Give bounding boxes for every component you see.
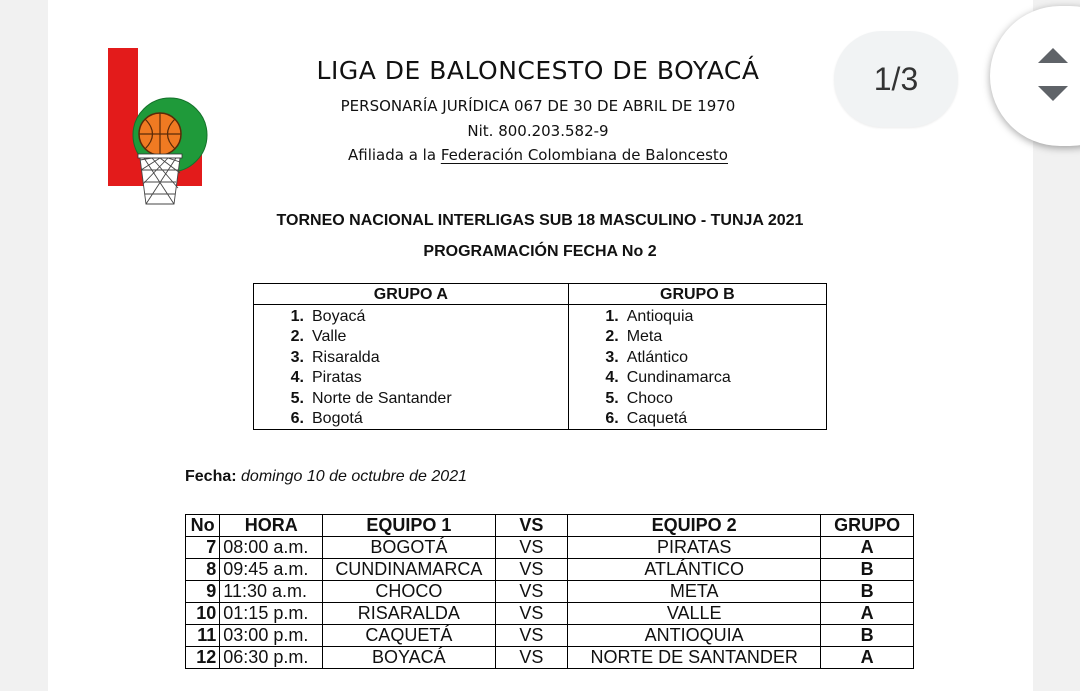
schedule-header-row: [186, 515, 914, 537]
group-b-list: [569, 307, 826, 429]
cell-vs: VS: [495, 537, 568, 559]
team-number: 3.: [290, 348, 304, 366]
affiliation-line: [268, 146, 808, 164]
logo-red-bar: [108, 48, 138, 186]
team-name: Caquetá: [626, 409, 688, 427]
cell-no: 12: [186, 647, 220, 669]
cell-hora: 09:45 a.m.: [220, 559, 323, 581]
cell-grupo: B: [821, 581, 914, 603]
cell-no: 8: [186, 559, 220, 581]
group-a-team: [254, 307, 568, 327]
scroll-down-icon[interactable]: [1038, 86, 1068, 101]
cell-no: 10: [186, 603, 220, 625]
group-a-team: [254, 327, 568, 347]
team-name: Piratas: [312, 369, 362, 387]
team-name: Norte de Santander: [312, 389, 452, 407]
team-name: Choco: [626, 389, 673, 407]
cell-grupo: B: [821, 625, 914, 647]
team-name: Risaralda: [312, 348, 380, 366]
group-b-team: [569, 389, 826, 409]
team-name: Bogotá: [312, 409, 363, 427]
group-b-team: [569, 307, 826, 327]
logo-net: [140, 158, 180, 204]
team-number: 1.: [605, 308, 619, 325]
team-name: Atlántico: [626, 348, 689, 366]
group-b-team: [569, 327, 826, 347]
col-header-grupo: GRUPO: [821, 515, 914, 537]
col-header-vs: VS: [495, 515, 568, 537]
cell-vs: VS: [495, 625, 568, 647]
cell-equipo2: VALLE: [568, 603, 821, 625]
cell-equipo1: RISARALDA: [323, 603, 495, 625]
schedule-table: [185, 514, 914, 669]
col-header-hora: HORA: [220, 515, 323, 537]
cell-vs: VS: [495, 647, 568, 669]
cell-grupo: B: [821, 559, 914, 581]
group-a-list: [254, 307, 568, 429]
federation-name: Federación Colombiana de Baloncesto: [440, 146, 728, 164]
cell-hora: 11:30 a.m.: [220, 581, 323, 603]
group-a-team: [254, 348, 568, 368]
match-date: [185, 468, 467, 486]
group-b-team: [569, 368, 826, 388]
group-a-team: [254, 368, 568, 388]
cell-no: 11: [186, 625, 220, 647]
scroll-up-icon[interactable]: [1038, 48, 1068, 63]
cell-equipo2: ANTIOQUIA: [568, 625, 821, 647]
cell-vs: VS: [495, 581, 568, 603]
group-b-team: [569, 409, 826, 429]
group-b-team: [569, 348, 826, 368]
team-number: 4.: [605, 369, 619, 387]
cell-equipo1: BOGOTÁ: [323, 537, 495, 559]
cell-grupo: A: [821, 647, 914, 669]
table-row: [186, 647, 914, 669]
team-name: Valle: [312, 328, 347, 346]
team-name: Cundinamarca: [626, 369, 731, 387]
legal-status-line: PERSONARÍA JURÍDICA 067 DE 30 DE ABRIL DE 1970: [340, 97, 736, 115]
team-number: 3.: [605, 348, 619, 366]
cell-equipo1: BOYACÁ: [323, 647, 495, 669]
col-header-no: No: [186, 515, 220, 537]
cell-equipo2: NORTE DE SANTANDER: [568, 647, 821, 669]
group-a-cell: [254, 305, 569, 430]
cell-equipo2: META: [568, 581, 821, 603]
cell-hora: 03:00 p.m.: [220, 625, 323, 647]
cell-equipo2: PIRATAS: [568, 537, 821, 559]
table-row: [186, 603, 914, 625]
cell-hora: 08:00 a.m.: [220, 537, 323, 559]
group-a-header: GRUPO A: [254, 284, 569, 305]
group-a-team: [254, 389, 568, 409]
team-number: 6.: [605, 409, 619, 427]
team-number: 6.: [290, 409, 304, 427]
table-row: [186, 625, 914, 647]
cell-equipo1: CUNDINAMARCA: [323, 559, 495, 581]
group-b-cell: [568, 305, 826, 430]
cell-grupo: A: [821, 603, 914, 625]
cell-equipo1: CHOCO: [323, 581, 495, 603]
cell-vs: VS: [495, 603, 568, 625]
schedule-body: [186, 537, 914, 669]
team-name: Antioquia: [626, 308, 694, 325]
group-b-header: GRUPO B: [568, 284, 826, 305]
tournament-title: TORNEO NACIONAL INTERLIGAS SUB 18 MASCULINO - TUNJA 2021: [276, 212, 804, 229]
group-a-team: [254, 409, 568, 429]
schedule-subtitle: PROGRAMACIÓN FECHA No 2: [423, 243, 657, 260]
col-header-equipo1: EQUIPO 1: [323, 515, 495, 537]
cell-hora: 01:15 p.m.: [220, 603, 323, 625]
cell-hora: 06:30 p.m.: [220, 647, 323, 669]
cell-equipo2: ATLÁNTICO: [568, 559, 821, 581]
team-number: 2.: [290, 328, 304, 346]
cell-no: 9: [186, 581, 220, 603]
table-row: [186, 559, 914, 581]
team-number: 5.: [290, 389, 304, 407]
affiliation-prefix: Afiliada a la: [348, 146, 441, 164]
team-number: 2.: [605, 328, 619, 346]
cell-equipo1: CAQUETÁ: [323, 625, 495, 647]
match-date-label: Fecha:: [185, 468, 237, 485]
logo-rim: [138, 154, 182, 158]
team-number: 4.: [290, 369, 304, 387]
table-row: [186, 581, 914, 603]
table-row: [186, 537, 914, 559]
cell-grupo: A: [821, 537, 914, 559]
nit-line: Nit. 800.203.582-9: [467, 122, 609, 140]
col-header-equipo2: EQUIPO 2: [568, 515, 821, 537]
league-title: LIGA DE BALONCESTO DE BOYACÁ: [316, 56, 760, 85]
team-name: Meta: [626, 328, 663, 346]
league-logo: [108, 48, 218, 208]
cell-no: 7: [186, 537, 220, 559]
match-date-value: domingo 10 de octubre de 2021: [241, 468, 467, 485]
team-name: Boyacá: [312, 308, 366, 325]
cell-vs: VS: [495, 559, 568, 581]
groups-table: [253, 283, 827, 430]
page-indicator: 1/3: [834, 31, 958, 127]
team-number: 5.: [605, 389, 619, 407]
team-number: 1.: [290, 308, 304, 325]
